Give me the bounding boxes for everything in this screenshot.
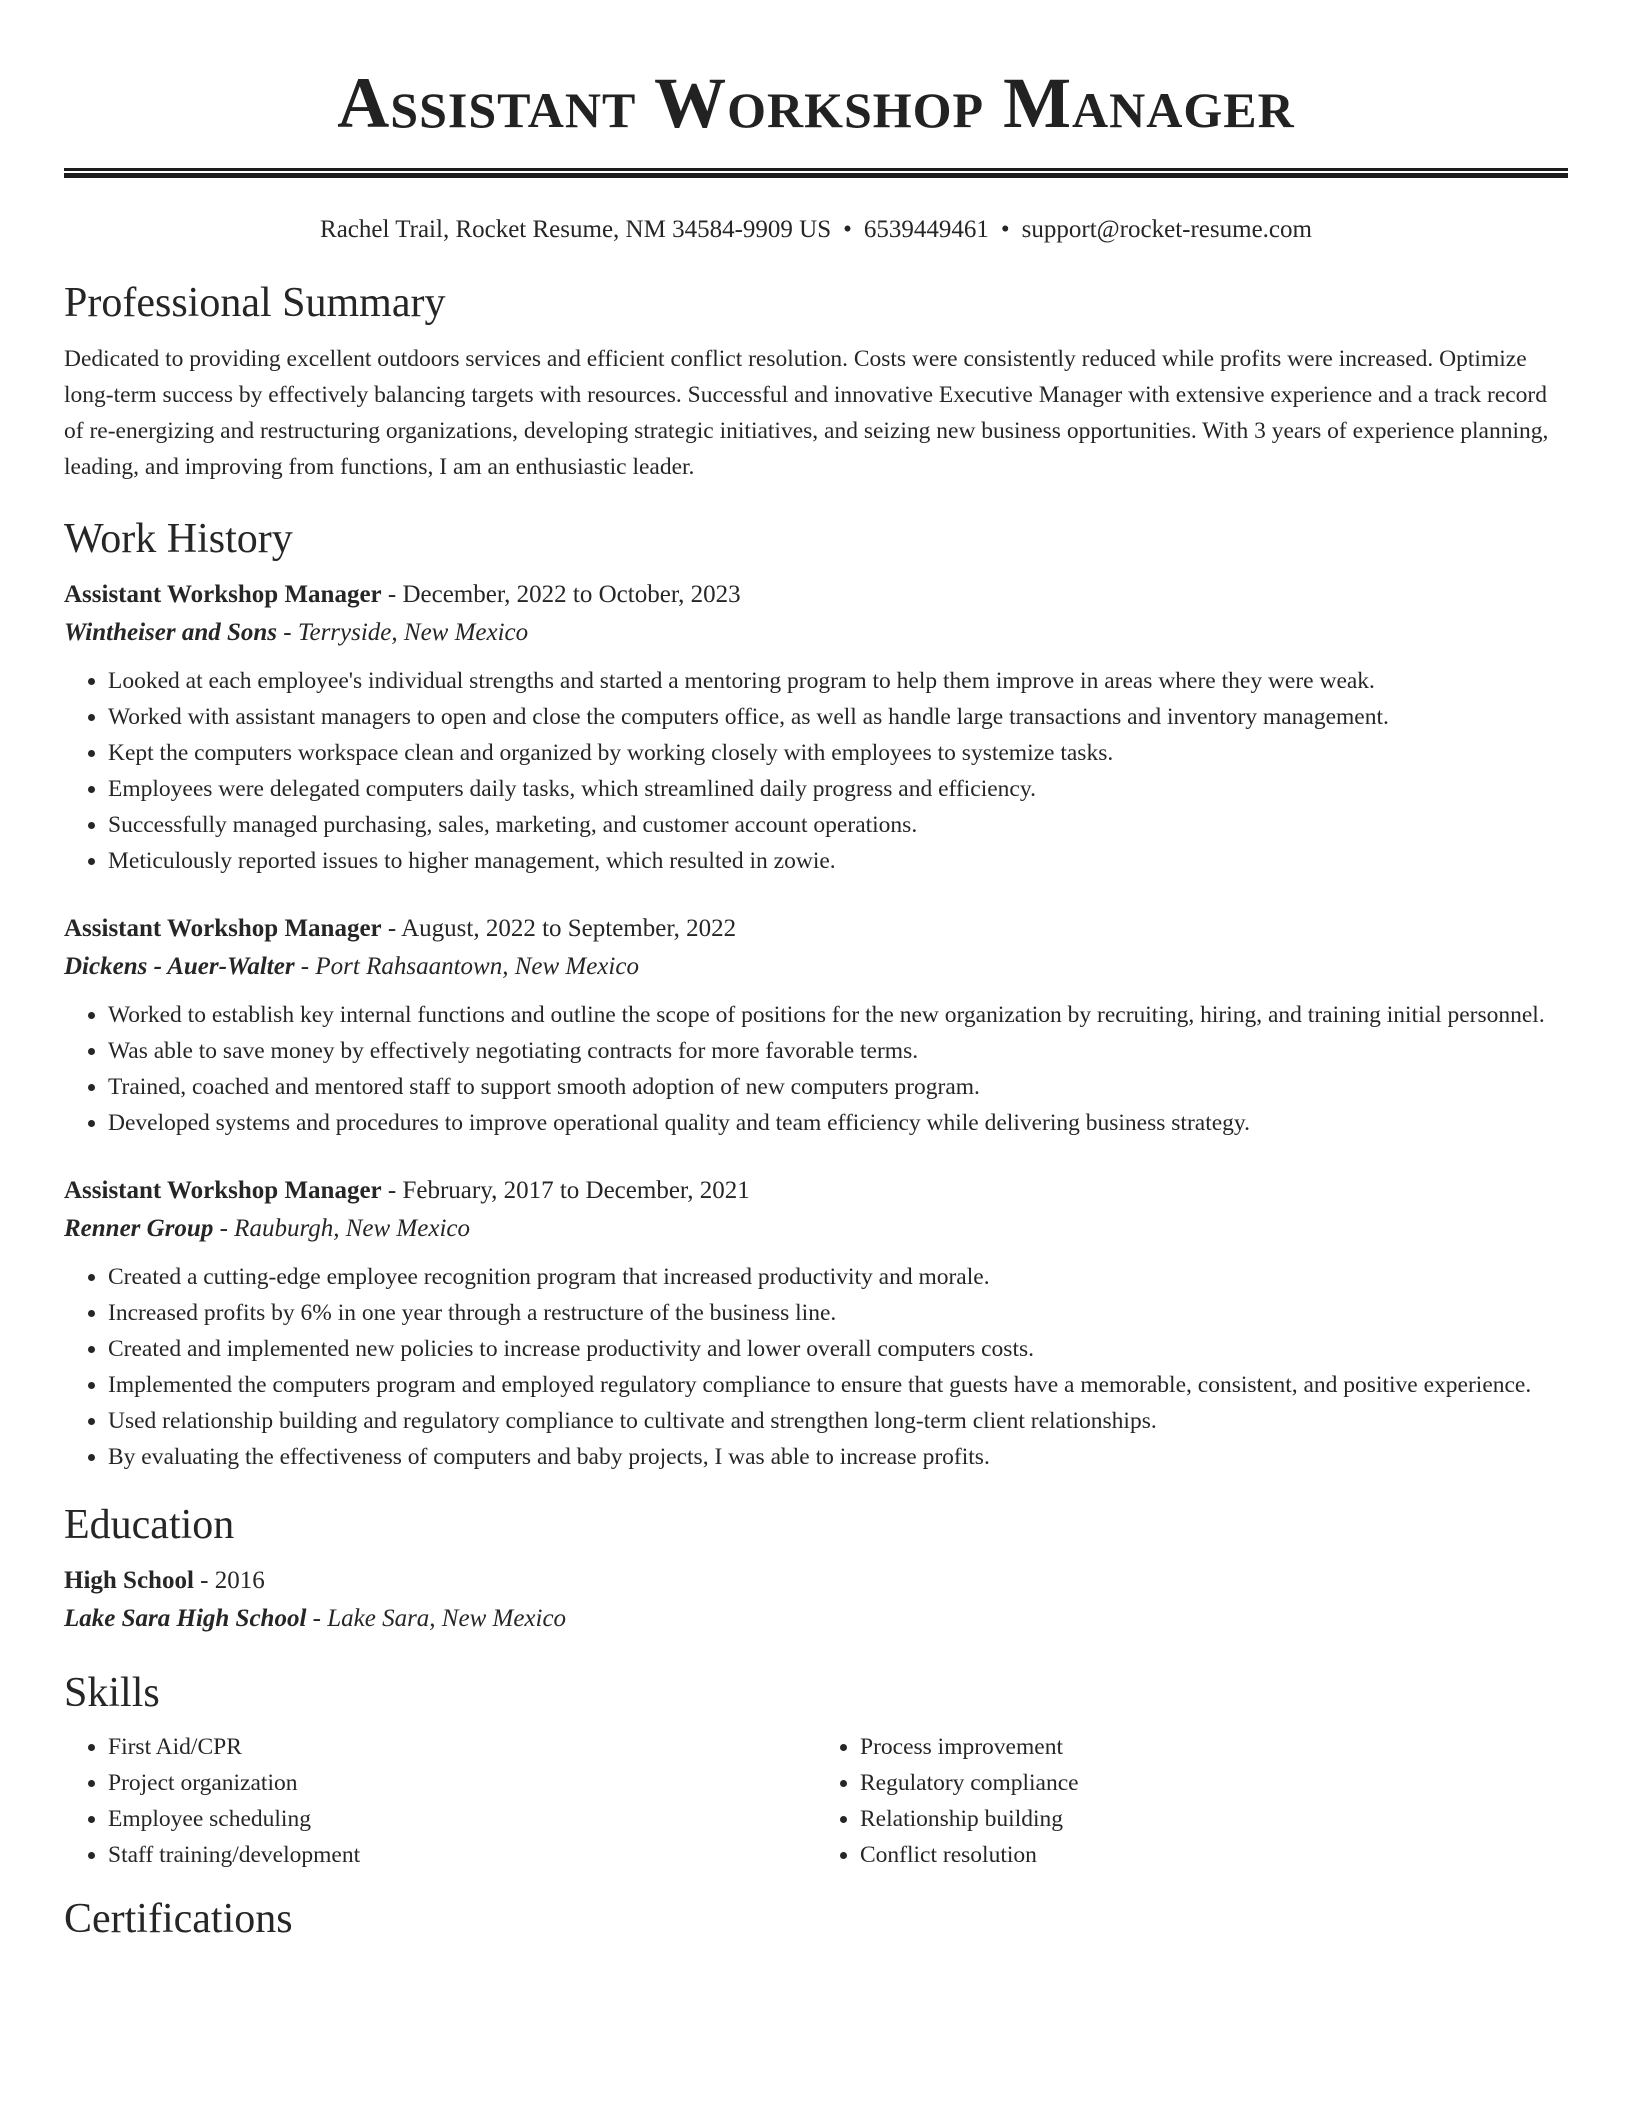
job-bullets <box>64 1259 1568 1475</box>
job-company: Wintheiser and Sons <box>64 619 278 646</box>
summary-section <box>64 279 1568 485</box>
list-item: • Created a cutting-edge employee recognition program that increased productivity and morale. <box>108 1259 1568 1295</box>
job-bullets <box>64 663 1568 879</box>
certifications-heading: Certifications <box>64 1896 293 1942</box>
job-entry <box>64 577 1568 879</box>
job-location: - Port Rahsaantown, New Mexico <box>294 953 639 980</box>
list-item: • Employees were delegated computers daily tasks, which streamlined daily progress and efficiency. <box>108 771 1568 807</box>
list-item: • Implemented the computers program and employed regulatory compliance to ensure that guests have a memorable, consistent, and positive experience. <box>108 1367 1568 1403</box>
job-employer <box>64 1209 1568 1249</box>
list-item: • Trained, coached and mentored staff to support smooth adoption of new computers program. <box>108 1069 1568 1105</box>
list-item: • Used relationship building and regulatory compliance to cultivate and strengthen long-term client relationships. <box>108 1403 1568 1439</box>
list-item: • Staff training/development <box>108 1837 816 1873</box>
list-item: • Project organization <box>108 1765 816 1801</box>
list-item: • Conflict resolution <box>860 1837 1568 1873</box>
certifications-section <box>64 1895 1568 1943</box>
list-item: • Created and implemented new policies to increase productivity and lower overall computers costs. <box>108 1331 1568 1367</box>
job-dates: - February, 2017 to December, 2021 <box>381 1177 750 1204</box>
job-header <box>64 1173 1568 1209</box>
list-item: • Process improvement <box>860 1729 1568 1765</box>
job-entry <box>64 911 1568 1141</box>
job-location: - Terryside, New Mexico <box>277 619 529 646</box>
list-item: • Worked to establish key internal functions and outline the scope of positions for the new organization by recruiting, hiring, and training initial personnel. <box>108 997 1568 1033</box>
education-school-line <box>64 1599 1568 1639</box>
education-location: - Lake Sara, New Mexico <box>306 1605 567 1632</box>
list-item: • Meticulously reported issues to higher management, which resulted in zowie. <box>108 843 1568 879</box>
job-bullets <box>64 997 1568 1141</box>
education-section <box>64 1501 1568 1639</box>
skills-heading: Skills <box>64 1670 160 1716</box>
list-item: • By evaluating the effectiveness of computers and baby projects, I was able to increase profits. <box>108 1439 1568 1475</box>
education-school: Lake Sara High School <box>64 1605 307 1632</box>
job-company: Dickens - Auer-Walter <box>64 953 295 980</box>
education-year: - 2016 <box>193 1567 265 1594</box>
list-item: • Relationship building <box>860 1801 1568 1837</box>
job-employer <box>64 613 1568 653</box>
list-item: • Employee scheduling <box>108 1801 816 1837</box>
contact-email: support@rocket-resume.com <box>1021 216 1312 243</box>
work-history-heading: Work History <box>64 516 293 562</box>
job-location: - Rauburgh, New Mexico <box>213 1215 470 1242</box>
title-divider <box>64 168 1568 178</box>
contact-separator: • <box>843 216 852 243</box>
list-item: • Worked with assistant managers to open and close the computers office, as well as handle large transactions and inventory management. <box>108 699 1568 735</box>
list-item: • Developed systems and procedures to improve operational quality and team efficiency while delivering business strategy. <box>108 1105 1568 1141</box>
skills-section <box>64 1669 1568 1873</box>
list-item: • Looked at each employee's individual strengths and started a mentoring program to help them improve in areas where they were weak. <box>108 663 1568 699</box>
education-heading: Education <box>64 1502 235 1548</box>
list-item: • Increased profits by 6% in one year through a restructure of the business line. <box>108 1295 1568 1331</box>
skills-columns <box>64 1729 1568 1873</box>
contact-line <box>64 215 1568 245</box>
summary-heading: Professional Summary <box>64 280 446 326</box>
job-employer <box>64 947 1568 987</box>
list-item: • Successfully managed purchasing, sales, marketing, and customer account operations. <box>108 807 1568 843</box>
job-header <box>64 577 1568 613</box>
education-degree: High School <box>64 1567 194 1594</box>
job-header <box>64 911 1568 947</box>
education-degree-line <box>64 1563 1568 1599</box>
list-item: • First Aid/CPR <box>108 1729 816 1765</box>
skills-list-right <box>816 1729 1568 1873</box>
list-item: • Was able to save money by effectively negotiating contracts for more favorable terms. <box>108 1033 1568 1069</box>
contact-phone: 6539449461 <box>863 216 989 243</box>
list-item: • Regulatory compliance <box>860 1765 1568 1801</box>
contact-address: Rachel Trail, Rocket Resume, NM 34584-9909 US <box>320 216 832 243</box>
job-title: Assistant Workshop Manager <box>64 1177 382 1204</box>
resume-title: Assistant Workshop Manager <box>337 63 1295 143</box>
summary-text: Dedicated to providing excellent outdoors services and efficient conflict resolution. Costs were consistently reduced while profits were increased. Optimize long-term success by effectively balancing targets with resources. Successful and innovative Executive Manager with extensive experience and a track record of re-energizing and restructuring organizations, developing strategic initiatives, and seizing new business opportunities. With 3 years of experience planning, leading, and improving from functions, I am an enthusiastic leader. <box>64 346 1549 480</box>
work-history-section <box>64 515 1568 1475</box>
list-item: • Kept the computers workspace clean and organized by working closely with employees to systemize tasks. <box>108 735 1568 771</box>
job-company: Renner Group <box>64 1215 214 1242</box>
job-entry <box>64 1173 1568 1475</box>
job-dates: - December, 2022 to October, 2023 <box>381 581 741 608</box>
job-title: Assistant Workshop Manager <box>64 915 382 942</box>
contact-separator: • <box>1000 216 1010 243</box>
job-dates: - August, 2022 to September, 2022 <box>381 915 737 942</box>
skills-list-left <box>64 1729 816 1873</box>
job-title: Assistant Workshop Manager <box>64 581 382 608</box>
